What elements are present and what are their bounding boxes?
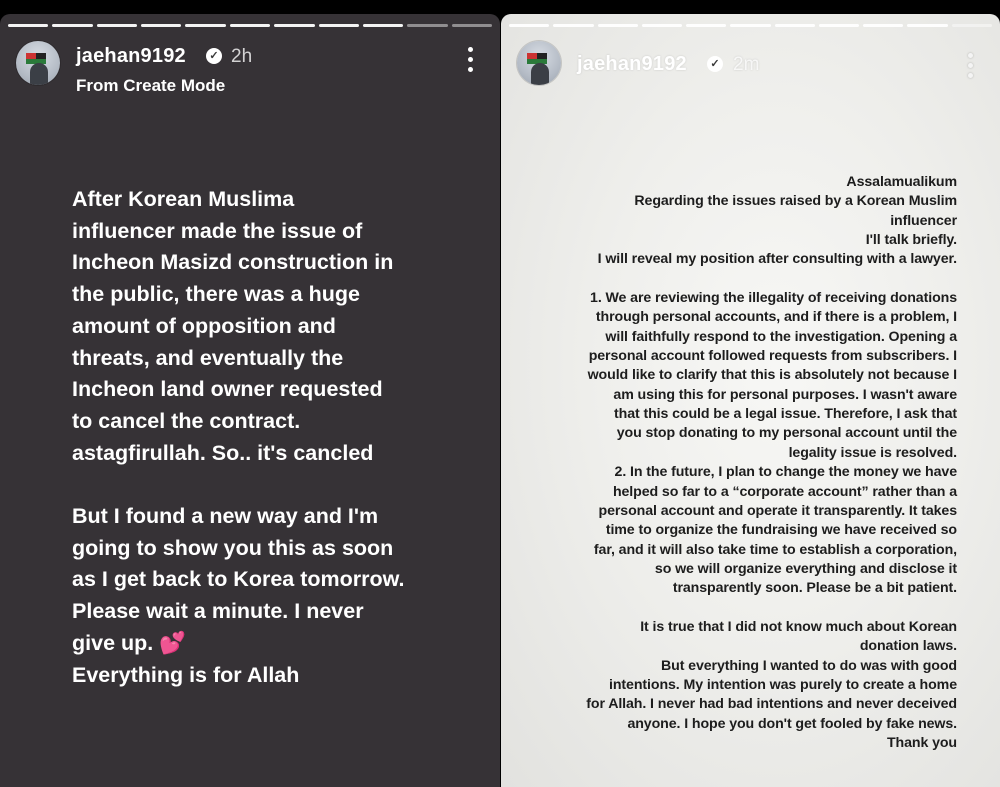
verified-badge-icon: ✓ (206, 48, 222, 64)
progress-segment (363, 24, 403, 27)
progress-segment (97, 24, 137, 27)
story-paragraph: Everything is for Allah (72, 662, 300, 687)
progress-segment (407, 24, 447, 27)
verified-badge-icon: ✓ (707, 56, 723, 72)
username[interactable]: jaehan9192 (577, 53, 687, 75)
more-options-icon[interactable] (966, 53, 974, 79)
progress-segment (52, 24, 92, 27)
story-panel-right[interactable] (501, 14, 1000, 787)
story-paragraph (72, 501, 472, 660)
progress-segment (185, 24, 225, 27)
statement-closing: It is true that I did not know much about Korean donation laws. But everything I wanted to do was with good intentions. My intention was purely to create a home for Allah. I never had bad intentions and never deceived anyone. I hope you don't get fooled by fake news. Thank you (586, 618, 957, 751)
story-progress-bar (509, 24, 992, 27)
progress-segment (730, 24, 770, 27)
progress-segment (686, 24, 726, 27)
progress-segment (274, 24, 314, 27)
username[interactable]: jaehan9192 (76, 45, 186, 67)
post-time: 2h (231, 46, 253, 67)
story-header (14, 39, 486, 95)
progress-segment (907, 24, 947, 27)
progress-segment (141, 24, 181, 27)
story-paragraph-text: But I found a new way and I'm going to show you this as soon as I get back to Korea tomorrow. Please wait a minute. I never give up. (72, 504, 405, 655)
statement-intro: Assalamualikum Regarding the issues raised by a Korean Muslim influencer I'll talk briefly. I will reveal my position after consulting with a lawyer. (597, 174, 957, 268)
progress-segment (642, 24, 682, 27)
heart-emoji-icon: 💕 (159, 630, 186, 655)
post-time: 2m (733, 54, 760, 75)
avatar[interactable] (16, 41, 60, 85)
progress-segment (8, 24, 48, 27)
progress-segment (452, 24, 492, 27)
progress-segment (230, 24, 270, 27)
statement-point-2: 2. In the future, I plan to change the money we have helped so far to a “corporate account” rather than a personal account and operate it transparently. It takes time to organize the fundraising we have received so far, and it will also take time to establish a corporation, so we will organize everything and disclose it transparently soon. Please be a bit patient. (593, 464, 957, 597)
statement-point-1: 1. We are reviewing the illegality of receiving donations through personal accounts, and if there is a problem, I will faithfully respond to the investigation. Opening a personal account followed requests from subscribers. I would like to clarify that this is absolutely not because I am using this for personal purposes. I wasn't aware that this could be a legal issue. Therefore, I ask that you stop donating to my personal account until the legality issue is resolved. (587, 290, 957, 461)
more-options-icon[interactable] (466, 47, 474, 73)
progress-segment (509, 24, 549, 27)
progress-segment (952, 24, 992, 27)
story-header (515, 39, 986, 89)
statement-text (537, 173, 957, 753)
progress-segment (863, 24, 903, 27)
progress-segment (319, 24, 359, 27)
story-subtitle[interactable]: From Create Mode (76, 76, 226, 95)
progress-segment (819, 24, 859, 27)
story-panel-left[interactable] (0, 14, 500, 787)
progress-segment (775, 24, 815, 27)
avatar[interactable] (517, 41, 561, 85)
progress-segment (598, 24, 638, 27)
story-paragraph: After Korean Muslima influencer made the issue of Incheon Masizd construction in the public, there was a huge amount of opposition and threats, and eventually the Incheon land owner requested to cancel the contract. astagfirullah. So.. it's cancled (72, 187, 394, 465)
progress-segment (553, 24, 593, 27)
story-progress-bar (8, 24, 492, 27)
story-text (72, 184, 472, 691)
